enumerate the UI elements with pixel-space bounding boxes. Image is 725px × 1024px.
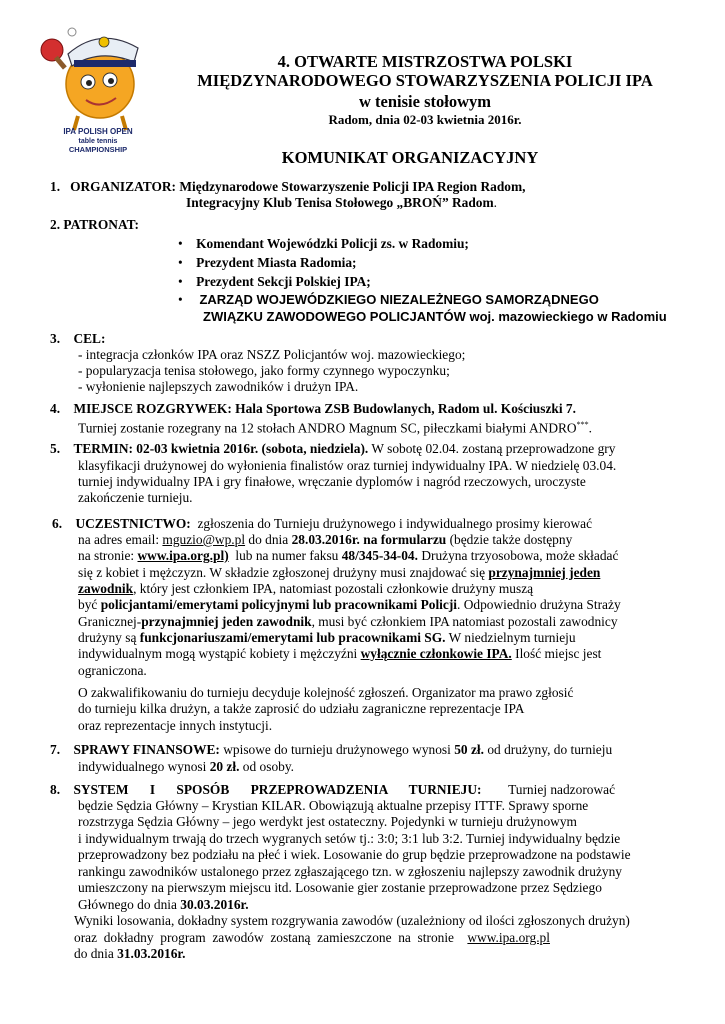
- s4-label: MIEJSCE ROZGRYWEK: Hala Sportowa ZSB Budowlanych, Radom ul. Kościuszki 7.: [73, 401, 576, 416]
- section-3-label: [50, 331, 105, 347]
- s6-line-2: na adres email: mguzio@wp.pl do dnia 28.03.2016r. na formularzu (będzie także dostępny: [78, 532, 573, 547]
- patronat-item-4b: [203, 309, 667, 325]
- section-1: [50, 179, 526, 195]
- s4-sup: ***: [576, 420, 589, 429]
- section-8: 8. SYSTEM I SPOSÓB PRZEPROWADZENIA TURNIEJU: Turniej nadzorować: [50, 782, 616, 797]
- patronat-text-3: Prezydent Sekcji Polskiej IPA;: [196, 274, 371, 289]
- s5-line-3: turniej indywidualny IPA i gry finałowe, wręczanie dyplomów i nagród rzeczowych, uroczyste: [78, 474, 586, 489]
- s6-line-10: ograniczona.: [78, 663, 147, 678]
- s8-line-2: będzie Sędzia Główny – Krystian KILAR. Obowiązują aktualne przepisy ITTF. Sprawy sporne: [78, 798, 589, 813]
- section-1-line-2: [186, 195, 497, 211]
- s6-num: 6.: [52, 516, 63, 531]
- s6-line-5: zawodnik, który jest członkiem IPA, natomiast pozostali członkowie drużyny muszą: [78, 581, 534, 596]
- s1-label: ORGANIZATOR:: [70, 179, 176, 194]
- header-line-3: w tenisie stołowym: [359, 92, 491, 111]
- s8-line-4: i indywidualnym trwają do trzech wygranych setów tj.: 3:0; 3:1 lub 3:2. Turniej indywidualny będzie: [78, 831, 621, 846]
- section-4-label: [50, 401, 576, 417]
- patronat-text-2: Prezydent Miasta Radomia;: [196, 255, 357, 270]
- www-link[interactable]: www.ipa.org.pl): [137, 548, 229, 563]
- s6-line-7: Granicznej-przynajmniej jeden zawodnik, musi być członkiem IPA natomiast pozostali zawodnicy: [78, 614, 618, 629]
- header-line-2: MIĘDZYNARODOWEGO STOWARZYSZENIA POLICJI IPA: [197, 71, 653, 90]
- s6-line-13: oraz reprezentacje innych instytucji.: [78, 718, 273, 733]
- s8-line-3: rozstrzyga Sędzia Główny – jego werdykt jest ostateczny. Pojedynki w turnieju drużynowym: [78, 814, 577, 829]
- patronat-item-3: • Prezydent Sekcji Polskiej IPA;: [178, 274, 371, 289]
- header-line-4: Radom, dnia 02-03 kwietnia 2016r.: [328, 112, 522, 127]
- s1-dot: .: [493, 195, 498, 210]
- s6-line-12: do turnieju kilka drużyn, a także zaprosić do udziału zagraniczne reprezentacje IPA: [78, 701, 525, 716]
- s1-text-2: Integracyjny Klub Tenisa Stołowego „BROŃ” Radom: [186, 195, 494, 210]
- s5-line-1: W sobotę 02.04. zostaną przeprowadzone gry: [371, 441, 616, 456]
- s6-label: UCZESTNICTWO:: [75, 516, 191, 531]
- patronat-text-4b: ZWIĄZKU ZAWODOWEGO POLICJANTÓW woj. mazowieckiego w Radomiu: [203, 309, 667, 324]
- logo-text-3: CHAMPIONSHIP: [68, 145, 128, 154]
- s8-line-6: rankingu zawodników ustalonego przez zgłaszającego tzn. w zgłoszeniu najlepszy zawodnik drużyny: [78, 864, 622, 879]
- section-7: 7. SPRAWY FINANSOWE: wpisowe do turnieju drużynowego wynosi 50 zł. od drużyny, do turnieju: [50, 742, 613, 757]
- s8-line-10: oraz dokładny program zawodów zostaną zamieszczone na stronie www.ipa.org.pl: [74, 930, 550, 945]
- document-title: KOMUNIKAT ORGANIZACYJNY: [281, 148, 539, 167]
- s1-num: 1.: [50, 179, 61, 194]
- s8-line-7: umieszczony na pierwszym miejscu itd. Losowanie gier zostanie przeprowadzone przez Sędziego: [78, 880, 602, 895]
- s6-line-4: się z kobiet i mężczyzn. W składzie zgłoszonej drużyny musi znajdować się przynajmniej jeden: [78, 565, 601, 580]
- patronat-item-2: • Prezydent Miasta Radomia;: [178, 255, 357, 270]
- s6-line-1: zgłoszenia do Turnieju drużynowego i indywidualnego prosimy kierować: [197, 516, 593, 531]
- s1-text-1: Międzynarodowe Stowarzyszenie Policji IPA Region Radom,: [179, 179, 526, 194]
- s2-label: 2. PATRONAT:: [50, 217, 140, 232]
- s8-line-9: Wyniki losowania, dokładny system rozgrywania zawodów (uzależniony od ilości zgłoszonych drużyn): [74, 913, 630, 928]
- s6-line-11: O zakwalifikowaniu do turnieju decyduje kolejność zgłoszeń. Organizator ma prawo zgłosić: [78, 685, 574, 700]
- s5-num: 5.: [50, 441, 61, 456]
- www-link-2[interactable]: www.ipa.org.pl: [467, 930, 550, 945]
- s8-line-8: Głównego do dnia 30.03.2016r.: [78, 897, 249, 912]
- s4-text: Turniej zostanie rozegrany na 12 stołach ANDRO Magnum SC, piłeczkami białymi ANDRO: [78, 420, 577, 436]
- s6-line-3: na stronie: www.ipa.org.pl) lub na numer faksu 48/345-34-04. Drużyna trzyosobowa, może składać: [78, 548, 619, 563]
- s3-num: 3.: [50, 331, 61, 346]
- s7-line-2: indywidualnego wynosi 20 zł. od osoby.: [78, 759, 295, 774]
- section-4-text: [78, 417, 592, 437]
- header-line-1: 4. OTWARTE MISTRZOSTWA POLSKI: [277, 52, 573, 71]
- email-link[interactable]: mguzio@wp.pl: [162, 532, 246, 547]
- s4-end: .: [588, 420, 592, 436]
- s7-num: 7.: [50, 742, 61, 757]
- cel-line-2: - popularyzacja tenisa stołowego, jako formy czynnego wypoczynku;: [78, 363, 450, 378]
- s8-line-11: do dnia 31.03.2016r.: [74, 946, 186, 961]
- s5-line-2: klasyfikacji drużynowej do wyłonienia finalistów oraz turniej indywidualny IPA. W niedzielę 03.04.: [78, 458, 617, 473]
- section-5: [50, 441, 700, 457]
- ipa-logo: [38, 18, 158, 156]
- s6-line-8: drużyny są funkcjonariuszami/emerytami lub pracownikami SG. W niedzielnym turnieju: [78, 630, 576, 645]
- s4-num: 4.: [50, 401, 61, 416]
- s6-line-9: indywidualnym mogą wystąpić kobiety i mężczyźni wyłącznie członkowie IPA. Ilość miejsc jest: [78, 646, 602, 661]
- s8-label: SYSTEM I SPOSÓB PRZEPROWADZENIA TURNIEJU:: [73, 782, 482, 797]
- patronat-item-4: • ZARZĄD WOJEWÓDZKIEGO NIEZALEŻNEGO SAMORZĄDNEGO: [178, 292, 599, 307]
- cel-line-3: - wyłonienie najlepszych zawodników i drużyn IPA.: [78, 379, 359, 394]
- logo-text-2: table tennis: [78, 138, 118, 145]
- s5-label: TERMIN: 02-03 kwietnia 2016r. (sobota, niedziela).: [73, 441, 369, 456]
- s8-num: 8.: [50, 782, 61, 797]
- s8-line-5: przeprowadzony bez podziału na płeć i wiek. Losowanie do grup będzie przeprowadzone na podstawie: [78, 847, 631, 862]
- patronat-text-4a: ZARZĄD WOJEWÓDZKIEGO NIEZALEŻNEGO SAMORZĄDNEGO: [199, 292, 599, 307]
- s6-line-6: być policjantami/emerytami policyjnymi lub pracownikami Policji. Odpowiednio drużyna Straży: [78, 597, 621, 612]
- section-2-label: [50, 217, 139, 233]
- s3-label: CEL:: [73, 331, 106, 346]
- cel-line-1: - integracja członków IPA oraz NSZZ Policjantów woj. mazowieckiego;: [78, 347, 466, 362]
- patronat-item-1: • Komendant Wojewódzki Policji zs. w Radomiu;: [178, 236, 469, 251]
- logo-text-1: IPA POLISH OPEN: [63, 127, 133, 136]
- patronat-text-1: Komendant Wojewódzki Policji zs. w Radomiu;: [196, 236, 469, 251]
- s5-line-4: zakończenie turnieju.: [78, 490, 193, 505]
- section-6: [52, 516, 592, 532]
- s7-label: SPRAWY FINANSOWE:: [73, 742, 220, 757]
